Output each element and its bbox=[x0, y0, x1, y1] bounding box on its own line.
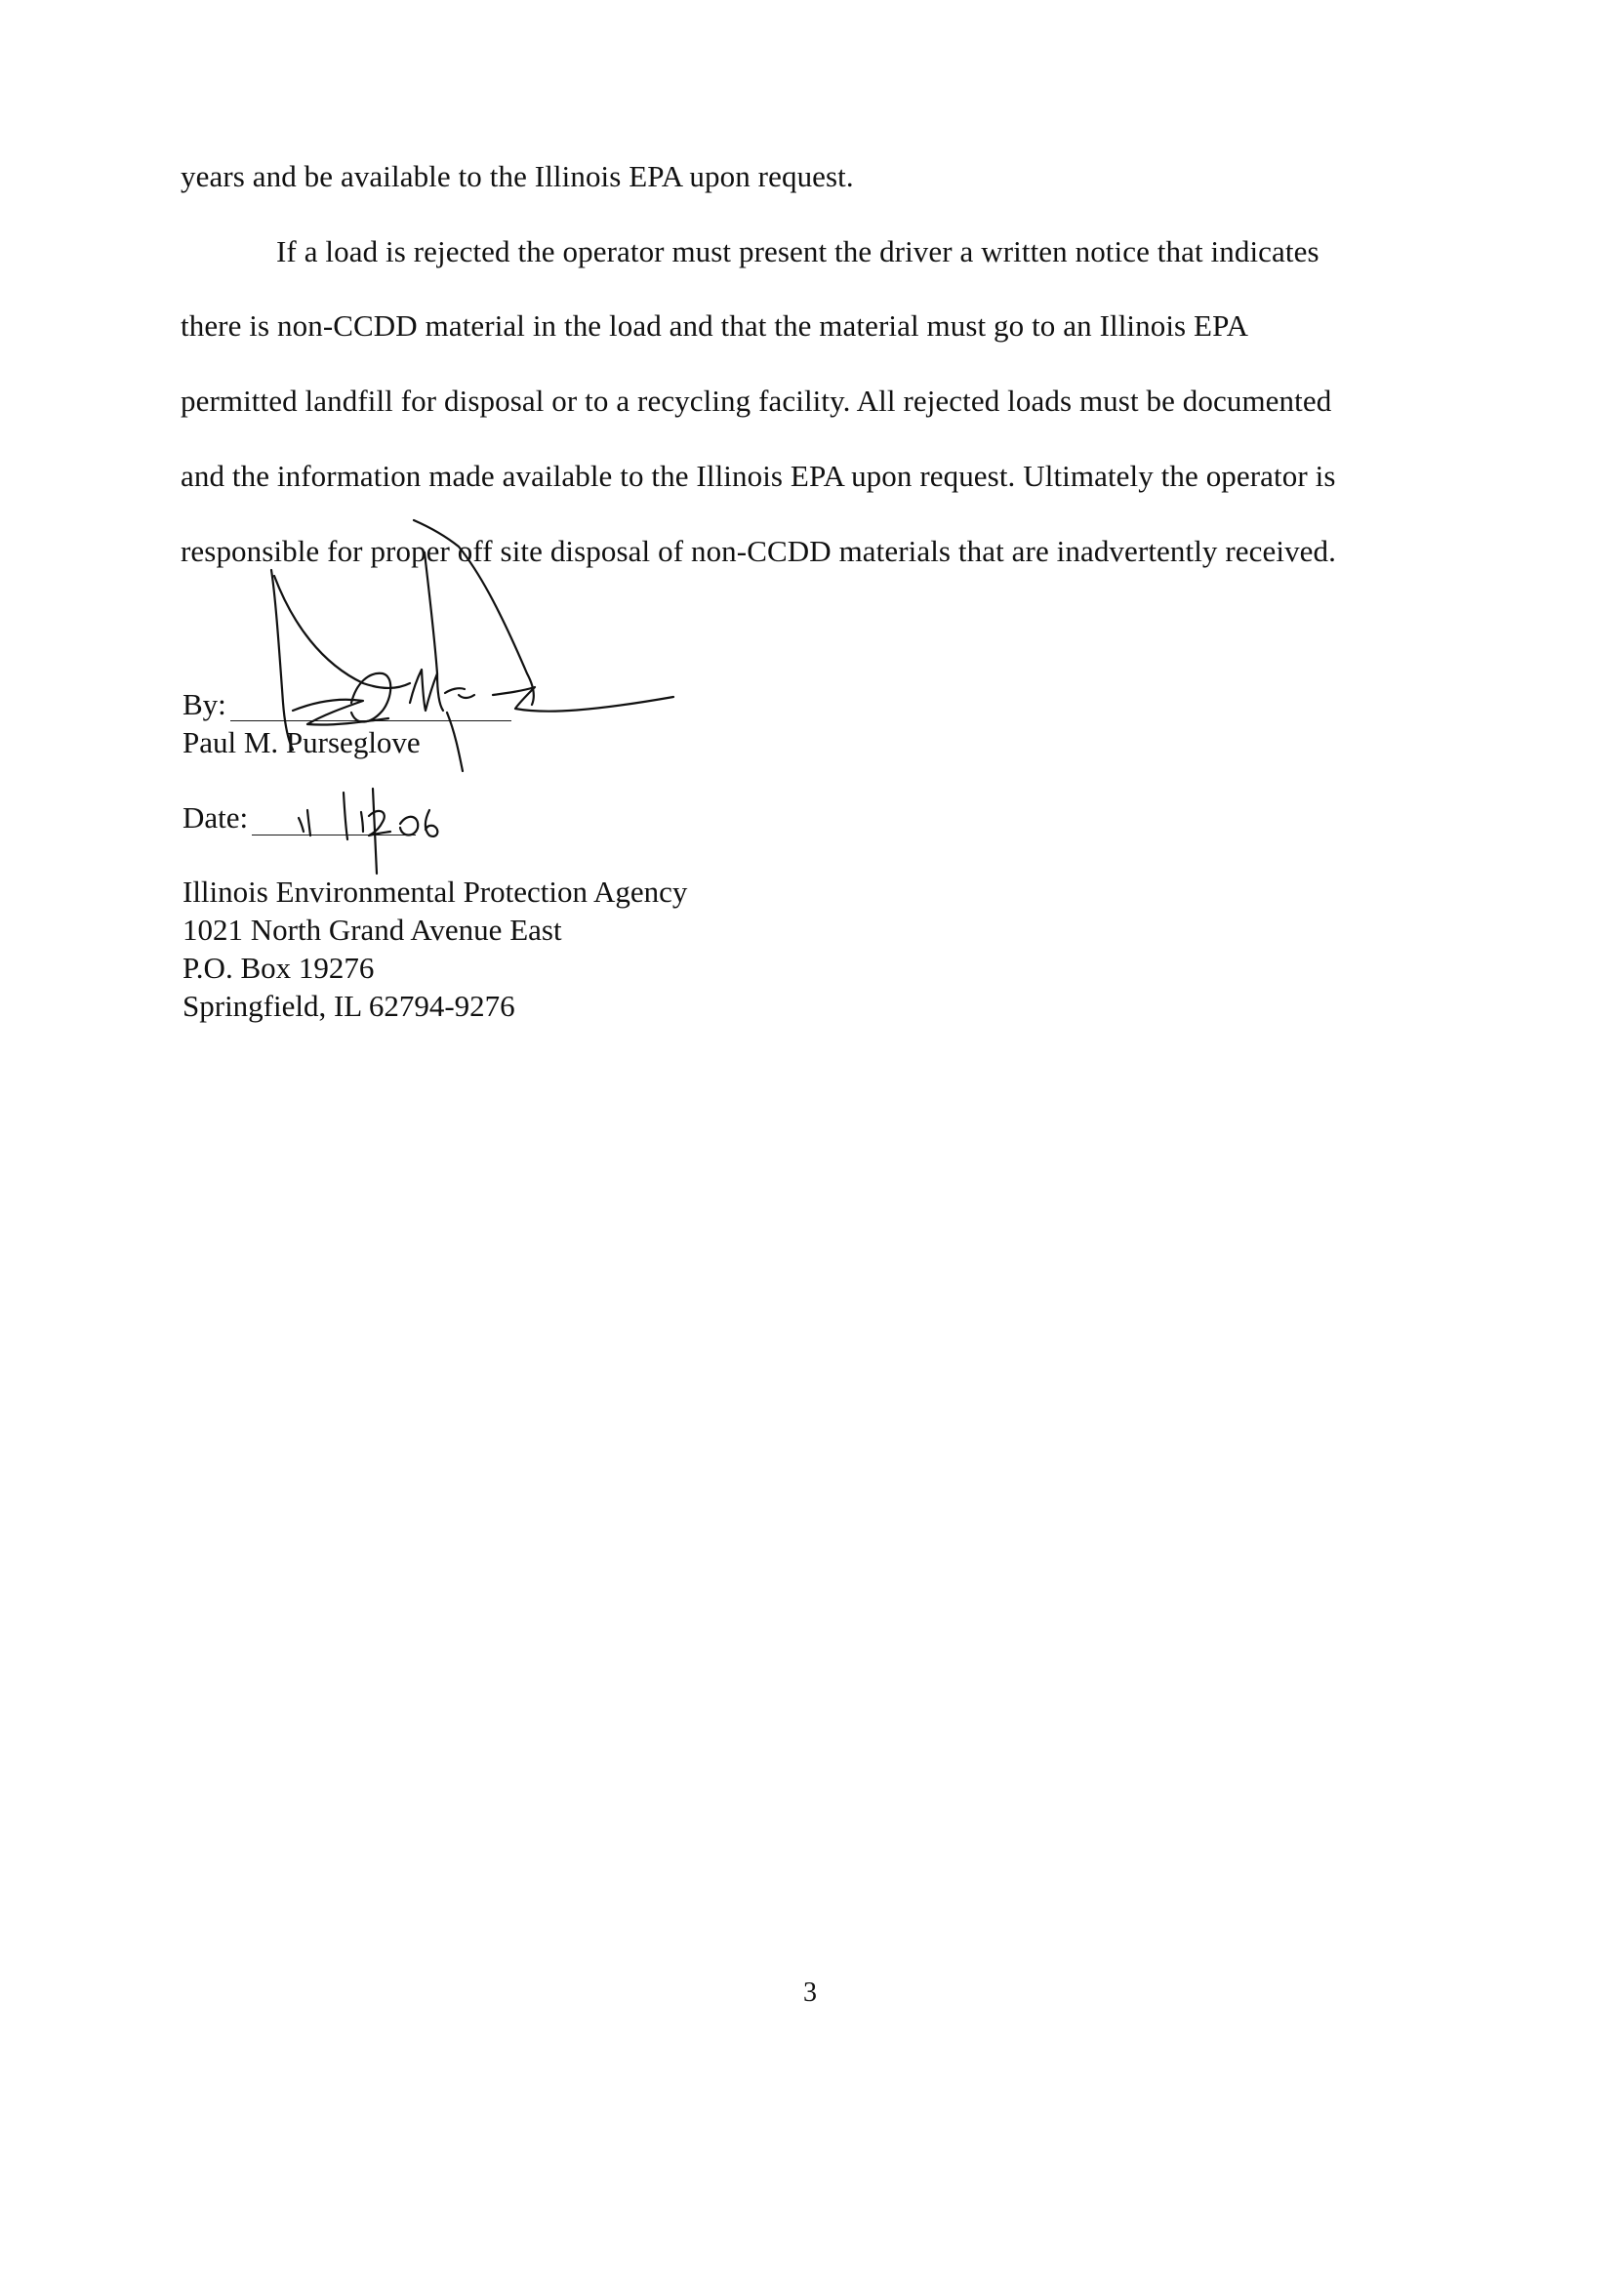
address-line: P.O. Box 19276 bbox=[183, 951, 375, 985]
signature-by-label: By: bbox=[183, 687, 226, 721]
body-text-line: years and be available to the Illinois EPA upon request. bbox=[181, 159, 854, 193]
signer-name: Paul M. Purseglove bbox=[183, 725, 421, 759]
body-text-line: permitted landfill for disposal or to a recycling facility. All rejected loads must be documented bbox=[181, 384, 1332, 418]
page-number: 3 bbox=[803, 1977, 817, 2008]
body-text-line: and the information made available to the Illinois EPA upon request. Ultimately the operator is bbox=[181, 459, 1336, 493]
body-text-line: responsible for proper off site disposal of non-CCDD materials that are inadvertently received. bbox=[181, 534, 1336, 568]
address-line: Springfield, IL 62794-9276 bbox=[183, 989, 515, 1023]
address-line: Illinois Environmental Protection Agency bbox=[183, 875, 688, 909]
signature-line bbox=[230, 720, 511, 721]
date-label: Date: bbox=[183, 800, 249, 835]
body-text-line: If a load is rejected the operator must present the driver a written notice that indicates bbox=[276, 234, 1320, 268]
body-text-line: there is non-CCDD material in the load and that the material must go to an Illinois EPA bbox=[181, 308, 1249, 343]
address-line: 1021 North Grand Avenue East bbox=[183, 913, 562, 947]
